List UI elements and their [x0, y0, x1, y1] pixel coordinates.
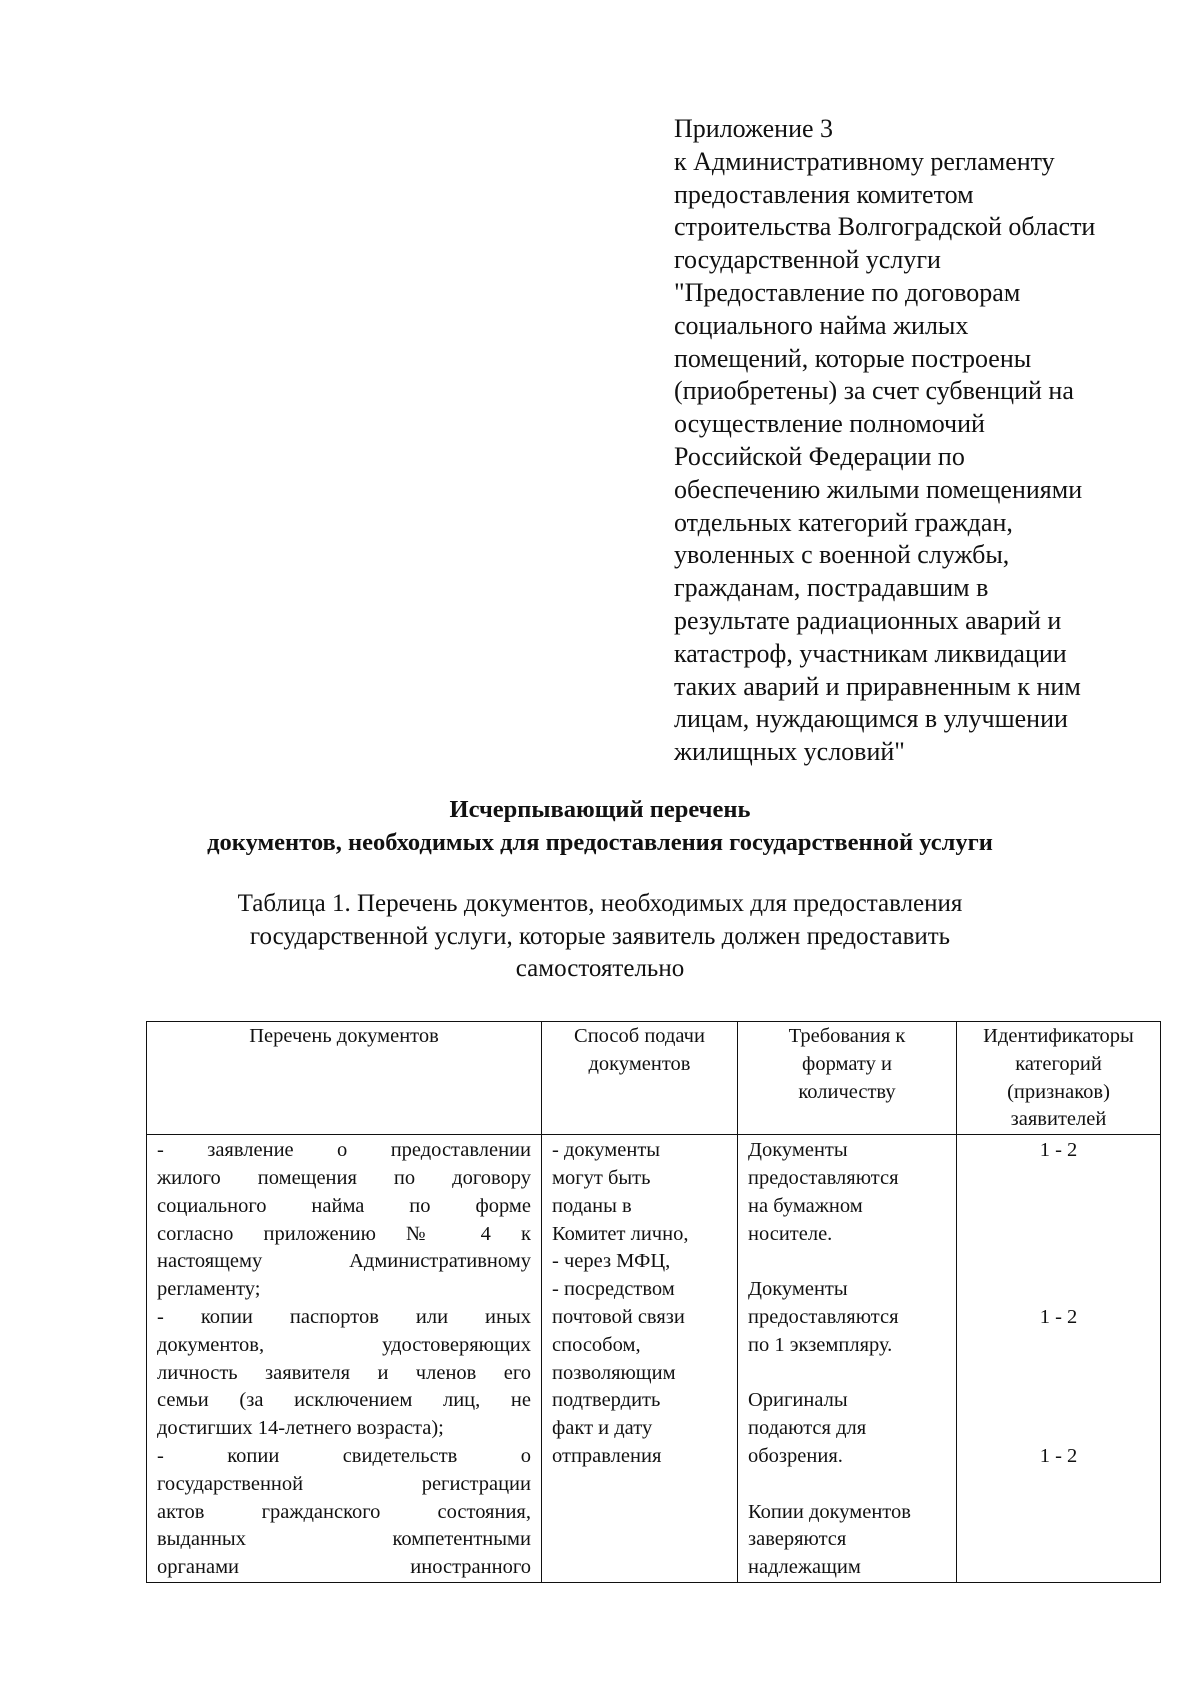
appendix-line: лицам, нуждающимся в улучшении	[674, 704, 1068, 734]
documents-table	[146, 1021, 1161, 1583]
appendix-line: таких аварий и приравненным к ним	[674, 671, 1081, 701]
header-applicant-identifiers: Идентификаторы категорий (признаков) заявителей	[957, 1022, 1161, 1135]
appendix-line: Приложение 3	[674, 114, 834, 143]
doc-line: согласно приложению № 4 к	[157, 1222, 531, 1245]
appendix-line: государственной услуги	[674, 245, 941, 275]
appendix-line: (приобретены) за счет субвенций на	[674, 376, 1074, 406]
appendix-line: "Предоставление по договорам	[674, 277, 1021, 307]
cell-documents-list	[147, 1135, 542, 1583]
doc-line: органами иностранного	[157, 1556, 531, 1579]
caption-line-3: самостоятельно	[515, 955, 685, 982]
identifier-value: 1 - 2	[1039, 1444, 1078, 1467]
doc-line: документов, удостоверяющих	[157, 1333, 531, 1356]
doc-line: настоящему Административному	[157, 1250, 531, 1273]
appendix-line: предоставления комитетом	[674, 179, 974, 209]
appendix-line: катастроф, участникам ликвидации	[674, 638, 1067, 668]
cell-format-requirements: Документы предоставляются на бумажном носителе. Документы предоставляются по 1 экземпляру. Оригиналы подаются для обозрения. Копии документов заверяются надлежащим	[738, 1135, 957, 1583]
appendix-line: обеспечению жилыми помещениями	[674, 474, 1083, 504]
section-heading	[0, 793, 1200, 859]
table-row	[147, 1135, 1161, 1583]
heading-line-1: Исчерпывающий перечень	[449, 796, 751, 823]
doc-line: регламенту;	[157, 1278, 261, 1301]
appendix-line: социального найма жилых	[674, 310, 969, 340]
appendix-line: гражданам, пострадавшим в	[674, 573, 989, 603]
cell-applicant-identifiers	[957, 1135, 1161, 1583]
doc-line: актов гражданского состояния,	[157, 1500, 531, 1523]
cell-submission-method: - документы могут быть поданы в Комитет лично, - через МФЦ, - посредством почтовой связи способом, позволяющим подтвердить факт и дату отправления	[542, 1135, 738, 1583]
appendix-line: отдельных категорий граждан,	[674, 507, 1013, 537]
table-header-row	[147, 1022, 1161, 1135]
doc-line: семьи (за исключением лиц, не	[157, 1389, 531, 1412]
doc-line: выданных компетентными	[157, 1528, 531, 1551]
caption-line-2: государственной услуги, которые заявитель должен предоставить	[249, 922, 951, 950]
appendix-line: Российской Федерации по	[674, 441, 965, 471]
doc-line: государственной регистрации	[157, 1472, 531, 1495]
header-documents-list: Перечень документов	[147, 1022, 542, 1135]
doc-line: - заявление о предоставлении	[157, 1139, 531, 1162]
appendix-line: результате радиационных аварий и	[674, 605, 1062, 635]
appendix-line: к Административному регламенту	[674, 146, 1055, 176]
appendix-header	[674, 113, 1174, 769]
header-submission-method: Способ подачи документов	[542, 1022, 738, 1135]
doc-line: достигших 14-летнего возраста);	[157, 1417, 444, 1440]
doc-line: - копии паспортов или иных	[157, 1305, 531, 1328]
appendix-line: осуществление полномочий	[674, 409, 985, 439]
identifier-value: 1 - 2	[1039, 1139, 1078, 1162]
doc-line: социального найма по форме	[157, 1194, 531, 1217]
appendix-line: помещений, которые построены	[674, 343, 1032, 373]
table-caption	[0, 888, 1200, 986]
identifier-value: 1 - 2	[1039, 1305, 1078, 1328]
appendix-line: уволенных с военной службы,	[674, 540, 1010, 570]
heading-line-2: документов, необходимых для предоставления государственной услуги	[207, 829, 993, 856]
doc-line: личность заявителя и членов его	[157, 1361, 531, 1384]
appendix-line: строительства Волгоградской области	[674, 212, 1096, 242]
header-format-requirements: Требования к формату и количеству	[738, 1022, 957, 1135]
doc-line: жилого помещения по договору	[157, 1166, 531, 1189]
doc-line: - копии свидетельств о	[157, 1444, 531, 1467]
appendix-line: жилищных условий"	[674, 737, 905, 767]
caption-line-1: Таблица 1. Перечень документов, необходимых для предоставления	[237, 890, 963, 917]
